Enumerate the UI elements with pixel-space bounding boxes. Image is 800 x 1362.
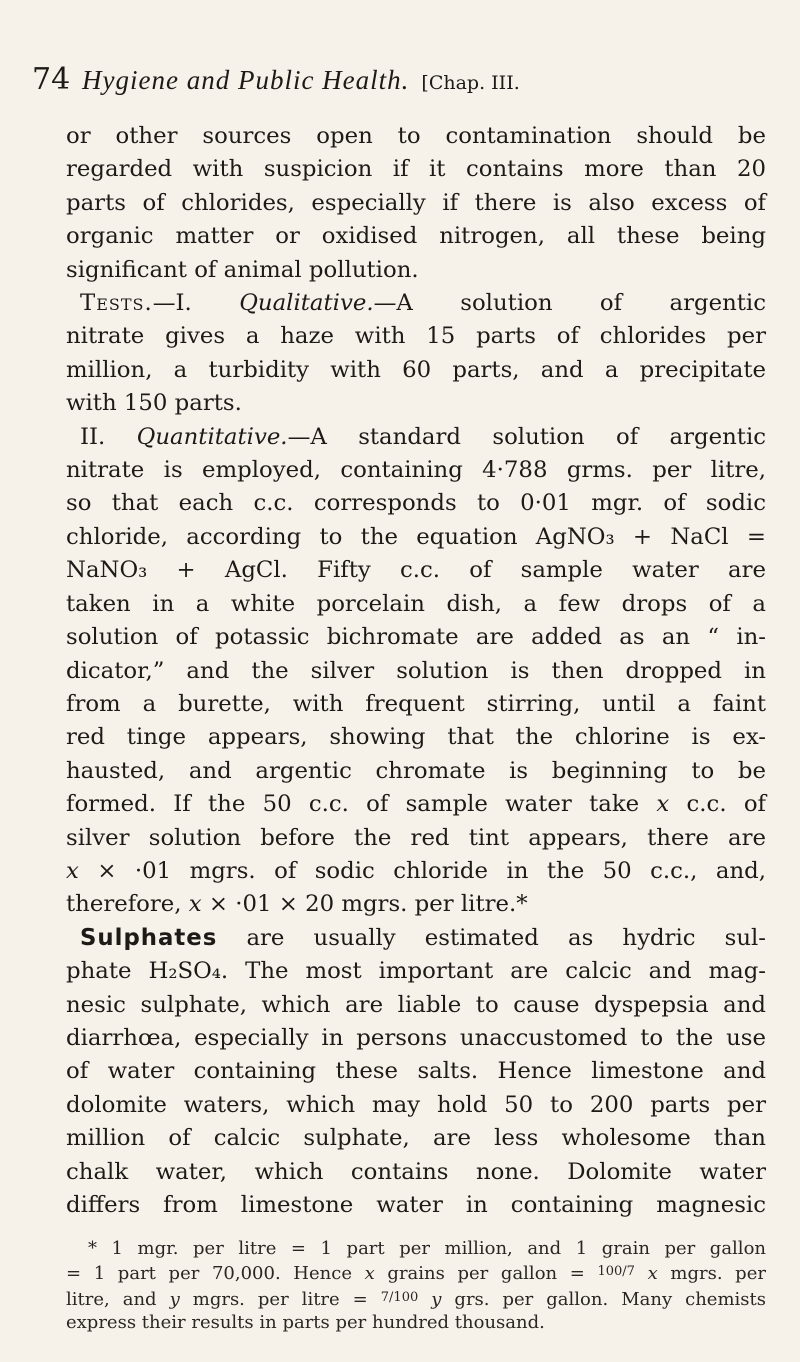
tests-heading: Tests.	[80, 290, 153, 317]
text-line: from a burette, with frequent stirring, until a faint	[66, 690, 766, 717]
text-line: nitrate gives a haze with 15 parts of chlorides per	[66, 323, 766, 350]
text-run: c.c. of	[669, 791, 766, 818]
quantitative-heading: Quantitative.	[136, 423, 288, 450]
text-line: dicator,” and the silver solution is then dropped in	[66, 657, 766, 684]
text-line	[66, 421, 766, 454]
variable-x: x	[647, 1263, 658, 1285]
page-number: 74	[32, 62, 71, 97]
text-run: grains per gallon =	[374, 1263, 598, 1285]
text-line: so that each c.c. corresponds to 0·01 mgr. of sodic	[66, 490, 766, 517]
footnote	[66, 1237, 766, 1335]
text-line: regarded with suspicion if it contains more than 20	[66, 156, 766, 183]
fraction: 7/100	[380, 1289, 419, 1305]
text-run: = 1 part per 70,000. Hence	[66, 1263, 365, 1285]
text-line	[66, 855, 766, 888]
text-line: differs from limestone water in containing magnesic	[66, 1192, 766, 1218]
text-line: significant of animal pollution.	[66, 256, 419, 283]
text-line: million, a turbidity with 60 parts, and a precipitate	[66, 356, 766, 383]
text-run: are usually estimated as hydric sul-	[217, 924, 766, 951]
text-line: organic matter or oxidised nitrogen, all these being	[66, 223, 766, 250]
text-run: grs. per gallon. Many chemists	[441, 1288, 766, 1310]
text-run: × ·01 × 20 mgrs. per litre.*	[201, 891, 528, 918]
text-run: mgrs. per	[657, 1263, 766, 1285]
text-line: chalk water, which contains none. Dolomite water	[66, 1158, 766, 1185]
footnote-line: * 1 mgr. per litre = 1 part per million, and 1 grain per gallon	[88, 1238, 766, 1259]
text-run: × ·01 mgrs. of sodic chloride in the 50 c.c., and,	[78, 857, 766, 884]
variable-y: y	[169, 1288, 180, 1310]
chapter-marker: [Chap. III.	[421, 72, 520, 94]
text-line: red tinge appears, showing that the chlorine is ex-	[66, 724, 766, 751]
text-line: hausted, and argentic chromate is beginning to be	[66, 757, 766, 784]
footnote-line: express their results in parts per hundred thousand.	[66, 1312, 545, 1334]
text-line: million of calcic sulphate, are less wholesome than	[66, 1125, 766, 1152]
text-line: parts of chlorides, especially if there is also excess of	[66, 189, 766, 216]
text-line	[66, 922, 766, 955]
text-line: diarrhœa, especially in persons unaccustomed to the use	[66, 1024, 766, 1051]
text-run: —A standard solution of argentic	[287, 423, 766, 450]
text-line: chloride, according to the equation AgNO₃ + NaCl =	[66, 523, 766, 550]
text-line: nesic sulphate, which are liable to cause dyspepsia and	[66, 991, 766, 1018]
running-header	[32, 62, 780, 97]
variable-x: x	[66, 857, 79, 884]
text-line: with 150 parts.	[66, 390, 242, 417]
running-title: Hygiene and Public Health.	[82, 65, 410, 95]
text-line: silver solution before the red tint appears, there are	[66, 824, 766, 851]
qualitative-heading: Qualitative.	[239, 290, 374, 317]
text-line: solution of potassic bichromate are added as an “ in-	[66, 624, 766, 651]
body-text	[66, 120, 766, 1222]
text-run	[418, 1289, 431, 1310]
footnote-line	[66, 1260, 766, 1285]
footnote-line	[66, 1286, 766, 1311]
variable-x: x	[656, 791, 670, 818]
text-line: nitrate is employed, containing 4·788 grms. per litre,	[66, 457, 766, 484]
variable-y: y	[431, 1288, 442, 1310]
text-line: NaNO₃ + AgCl. Fifty c.c. of sample water are	[66, 557, 766, 584]
text-line	[66, 287, 766, 320]
text-run: II.	[80, 423, 137, 450]
text-run	[635, 1263, 648, 1284]
text-line: phate H₂SO₄. The most important are calcic and mag-	[66, 958, 766, 985]
text-run: formed. If the 50 c.c. of sample water take	[66, 791, 657, 818]
fraction: 100/7	[597, 1264, 635, 1280]
text-line	[66, 888, 766, 921]
text-line	[66, 788, 766, 821]
text-line: of water containing these salts. Hence limestone and	[66, 1058, 766, 1085]
variable-x: x	[364, 1263, 375, 1285]
text-line: or other sources open to contamination should be	[66, 123, 766, 149]
text-run: therefore,	[66, 891, 189, 918]
variable-x: x	[188, 891, 202, 918]
text-line: dolomite waters, which may hold 50 to 200 parts per	[66, 1091, 766, 1118]
text-line: taken in a white porcelain dish, a few drops of a	[66, 590, 766, 617]
text-run: —A solution of argentic	[373, 290, 766, 317]
text-run: litre, and	[66, 1288, 170, 1310]
sulphates-heading: Sulphates	[80, 924, 218, 951]
text-run: mgrs. per litre =	[179, 1288, 381, 1310]
text-run: —I.	[152, 290, 240, 317]
